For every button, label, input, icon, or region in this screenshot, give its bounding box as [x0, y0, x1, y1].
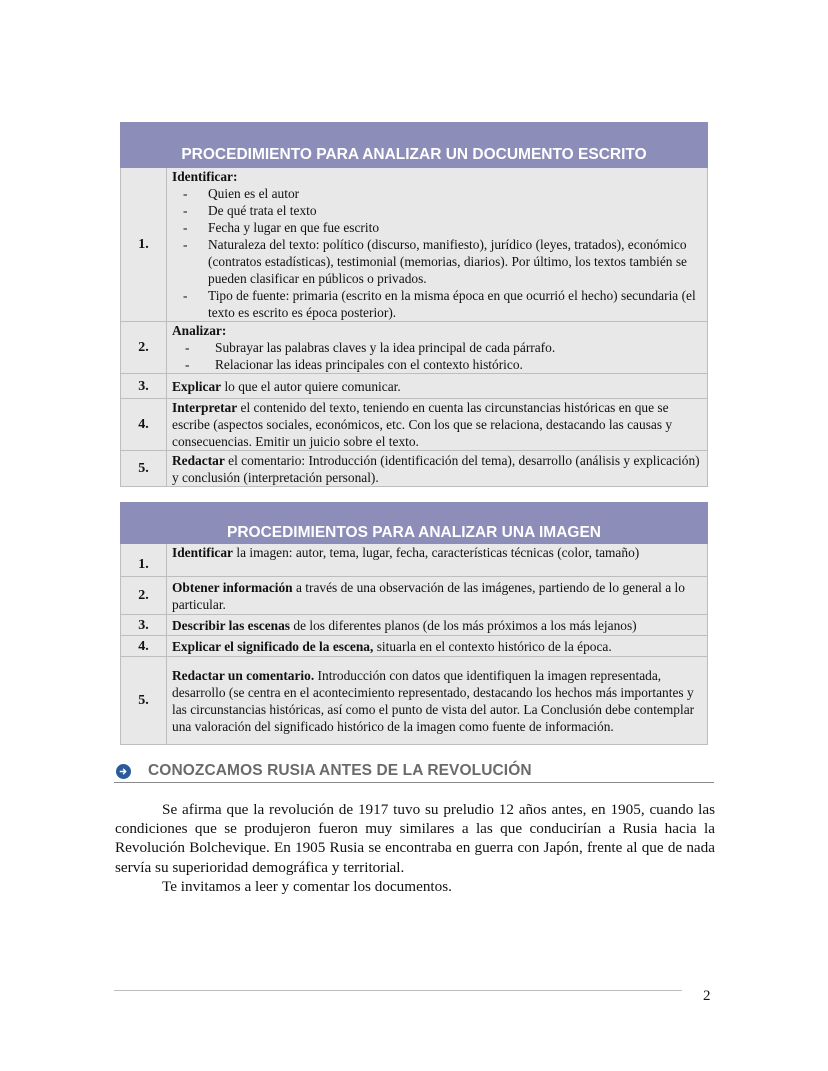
row-content	[167, 657, 708, 745]
row-content	[167, 399, 708, 451]
section-title: CONOZCAMOS RUSIA ANTES DE LA REVOLUCIÓN	[148, 762, 532, 779]
arrow-right-circle-icon	[116, 764, 131, 779]
row-content	[167, 636, 708, 657]
list-item: - Quien es el autor	[172, 185, 701, 202]
row-text: a través de una observación de las imágenes, partiendo de lo general a lo particular.	[172, 579, 685, 612]
row-number: 2.	[121, 577, 167, 615]
row-number: 5.	[121, 657, 167, 745]
row-number: 1.	[121, 544, 167, 577]
row-keyword: Describir las escenas	[172, 617, 291, 633]
list-item: - De qué trata el texto	[172, 202, 701, 219]
row-text: el contenido del texto, teniendo en cuenta las circunstancias históricas en que se escribe (aspectos sociales, económicos, etc. Con los que se relaciona, destacando las causas y consecuencias. Emitir un juicio sobre el texto.	[172, 400, 673, 449]
paragraph: Te invitamos a leer y comentar los documentos.	[162, 877, 452, 895]
table-row	[121, 322, 708, 374]
list-item: - Naturaleza del texto: político (discurso, manifiesto), jurídico (leyes, tratados), económico (contratos estadísticas), testimonial (memorias, diarios). Por último, los textos también se pueden clasificar en públicos o privados.	[172, 236, 701, 287]
table-header-row	[121, 123, 708, 168]
row-content	[167, 577, 708, 615]
paragraph: Se afirma que la revolución de 1917 tuvo su preludio 12 años antes, en 1905, cuando las condiciones que se produjeron fueron muy similares a las que conducirían a Rusia hacia la Revolución Bolchevique. En 1905 Rusia se encontraba en guerra con Japón, frente al que de nada servía su superioridad demográfica y territorial.	[115, 801, 715, 876]
table-header-row	[121, 503, 708, 544]
table-row	[121, 544, 708, 577]
row-content	[167, 615, 708, 636]
row-content	[167, 374, 708, 399]
footer-divider	[114, 990, 682, 991]
row-number: 4.	[121, 636, 167, 657]
row-text: el comentario: Introducción (identificación del tema), desarrollo (análisis y explicación) y conclusión (interpretación personal).	[172, 452, 700, 485]
row-keyword: Redactar un comentario.	[172, 667, 315, 683]
table-row	[121, 374, 708, 399]
table-row	[121, 577, 708, 615]
row-text: lo que el autor quiere comunicar.	[221, 378, 401, 394]
row-number: 1.	[121, 168, 167, 322]
table-row	[121, 657, 708, 745]
table-row	[121, 168, 708, 322]
table-title: PROCEDIMIENTOS PARA ANALIZAR UNA IMAGEN	[121, 503, 708, 544]
list-item: - Fecha y lugar en que fue escrito	[172, 219, 701, 236]
bullet-list	[172, 339, 701, 373]
row-content	[167, 451, 708, 487]
row-text: la imagen: autor, tema, lugar, fecha, características técnicas (color, tamaño)	[233, 545, 640, 560]
list-item: - Tipo de fuente: primaria (escrito en la misma época en que ocurrió el hecho) secundaria (el texto es escrito es época posterior).	[172, 287, 701, 321]
row-keyword: Redactar	[172, 452, 225, 468]
page-number: 2	[703, 988, 711, 1004]
row-keyword: Obtener información	[172, 579, 293, 595]
row-number: 3.	[121, 615, 167, 636]
row-keyword: Identificar	[172, 545, 233, 560]
row-number: 4.	[121, 399, 167, 451]
table-row	[121, 636, 708, 657]
row-number: 3.	[121, 374, 167, 399]
bullet-list	[172, 185, 701, 321]
table-row	[121, 615, 708, 636]
section-heading	[114, 760, 714, 783]
row-keyword: Explicar el significado de la escena,	[172, 638, 374, 654]
list-item: - Relacionar las ideas principales con el contexto histórico.	[172, 356, 701, 373]
body-text	[115, 800, 715, 896]
row-text: de los diferentes planos (de los más próximos a los más lejanos)	[290, 617, 637, 633]
row-number: 2.	[121, 322, 167, 374]
image-analysis-table	[120, 502, 708, 745]
row-text: Introducción con datos que identifiquen la imagen representada, desarrollo (se centra en el acontecimiento representado, destacando los hechos más importantes y las circunstancias históricas, así como el punto de vista del autor. La Conclusión debe contemplar una valoración del significado histórico de la imagen como fuente de información.	[172, 667, 695, 734]
list-item: - Subrayar las palabras claves y la idea principal de cada párrafo.	[172, 339, 701, 356]
row-content	[167, 322, 708, 374]
row-content	[167, 168, 708, 322]
document-analysis-table	[120, 122, 708, 487]
table-row	[121, 399, 708, 451]
row-number: 5.	[121, 451, 167, 487]
row-text: situarla en el contexto histórico de la época.	[373, 638, 612, 654]
row-heading: Analizar:	[172, 323, 227, 338]
row-content	[167, 544, 708, 577]
table-row	[121, 451, 708, 487]
table-title: PROCEDIMIENTO PARA ANALIZAR UN DOCUMENTO ESCRITO	[121, 123, 708, 168]
row-keyword: Interpretar	[172, 400, 238, 415]
row-keyword: Explicar	[172, 378, 222, 394]
row-heading: Identificar:	[172, 169, 238, 184]
